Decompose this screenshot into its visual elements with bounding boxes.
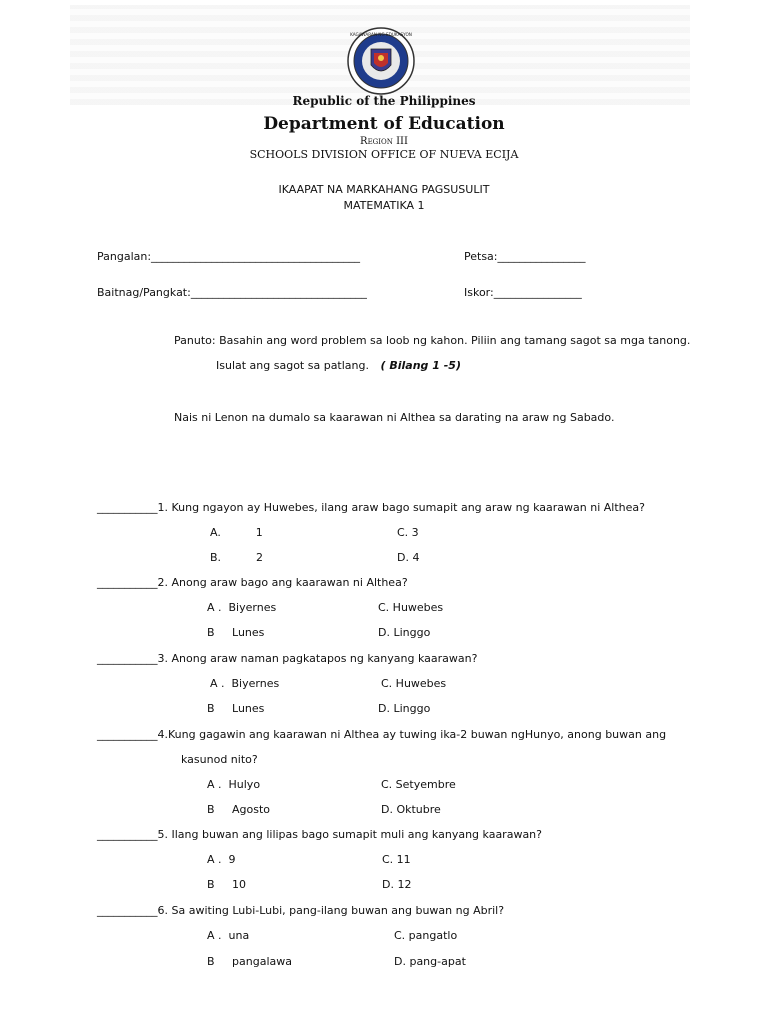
story-text: Nais ni Lenon na dumalo sa kaarawan ni Althea sa darating na araw ng Sabado. [174, 411, 615, 424]
instructions-text: Isulat ang sagot sa patlang. [216, 359, 369, 372]
q3-choice-c[interactable]: C. Huwebes [381, 677, 447, 690]
instructions-range: ( Bilang 1 -5) [380, 359, 461, 372]
exam-subject: MATEMATIKA 1 [343, 199, 425, 212]
q3-choice-b[interactable]: B Lunes [207, 702, 265, 715]
date-field[interactable]: Petsa:________________ [464, 250, 586, 263]
exam-title: IKAAPAT NA MARKAHANG PAGSUSULIT [278, 183, 490, 196]
q4-choice-b[interactable]: B Agosto [207, 803, 271, 816]
q5-choice-c[interactable]: C. 11 [382, 853, 411, 866]
division-line: SCHOOLS DIVISION OFFICE OF NUEVA ECIJA [249, 148, 519, 161]
q4-choice-c[interactable]: C. Setyembre [381, 778, 456, 791]
q5-choice-b[interactable]: B 10 [207, 878, 247, 891]
name-field[interactable]: Pangalan:______________________________________ [97, 250, 361, 263]
q6-choice-b[interactable]: B pangalawa [207, 955, 292, 968]
q2-choice-c[interactable]: C. Huwebes [378, 601, 444, 614]
q3-choice-d[interactable]: D. Linggo [378, 702, 431, 715]
q1-choice-d[interactable]: D. 4 [397, 551, 420, 564]
question-2: ___________2. Anong araw bago ang kaarawan ni Althea? [97, 576, 408, 589]
question-1: ___________1. Kung ngayon ay Huwebes, ilang araw bago sumapit ang araw ng kaarawan ni Althea? [97, 501, 645, 514]
q1-choice-c[interactable]: C. 3 [397, 526, 419, 539]
region-line: Region III [360, 136, 408, 147]
q2-choice-b[interactable]: B Lunes [207, 626, 265, 639]
question-5: ___________5. Ilang buwan ang lilipas bago sumapit muli ang kanyang kaarawan? [97, 828, 542, 841]
q4-choice-d[interactable]: D. Oktubre [381, 803, 441, 816]
q6-choice-d[interactable]: D. pang-apat [394, 955, 466, 968]
question-3: ___________3. Anong araw naman pagkatapos ng kanyang kaarawan? [97, 652, 478, 665]
instructions-line1: Panuto: Basahin ang word problem sa loob ng kahon. Piliin ang tamang sagot sa mga tanong. [174, 334, 691, 347]
q5-choice-d[interactable]: D. 12 [382, 878, 412, 891]
section-field[interactable]: Baitnag/Pangkat:________________________________ [97, 286, 367, 299]
q2-choice-a[interactable]: A . Biyernes [207, 601, 277, 614]
seal-text: KAGAWARAN NG EDUKASYON [350, 32, 412, 37]
score-field[interactable]: Iskor:________________ [464, 286, 582, 299]
question-4: ___________4.Kung gagawin ang kaarawan ni Althea ay tuwing ika-2 buwan ngHunyo, anong buwan ang [97, 728, 667, 741]
question-4-continuation: kasunod nito? [181, 753, 258, 766]
q1-choice-a[interactable]: A. 1 [210, 526, 263, 539]
q4-choice-a[interactable]: A . Hulyo [207, 778, 261, 791]
deped-seal-logo [347, 27, 415, 95]
q2-choice-d[interactable]: D. Linggo [378, 626, 431, 639]
department-name: Department of Education [263, 114, 505, 134]
q5-choice-a[interactable]: A . 9 [207, 853, 236, 866]
q6-choice-c[interactable]: C. pangatlo [394, 929, 458, 942]
instructions-line2 [216, 359, 461, 372]
q6-choice-a[interactable]: A . una [207, 929, 250, 942]
q1-choice-b[interactable]: B. 2 [210, 551, 264, 564]
q3-choice-a[interactable]: A . Biyernes [210, 677, 280, 690]
republic-line: Republic of the Philippines [292, 94, 476, 108]
question-6: ___________6. Sa awiting Lubi-Lubi, pang-ilang buwan ang buwan ng Abril? [97, 904, 505, 917]
